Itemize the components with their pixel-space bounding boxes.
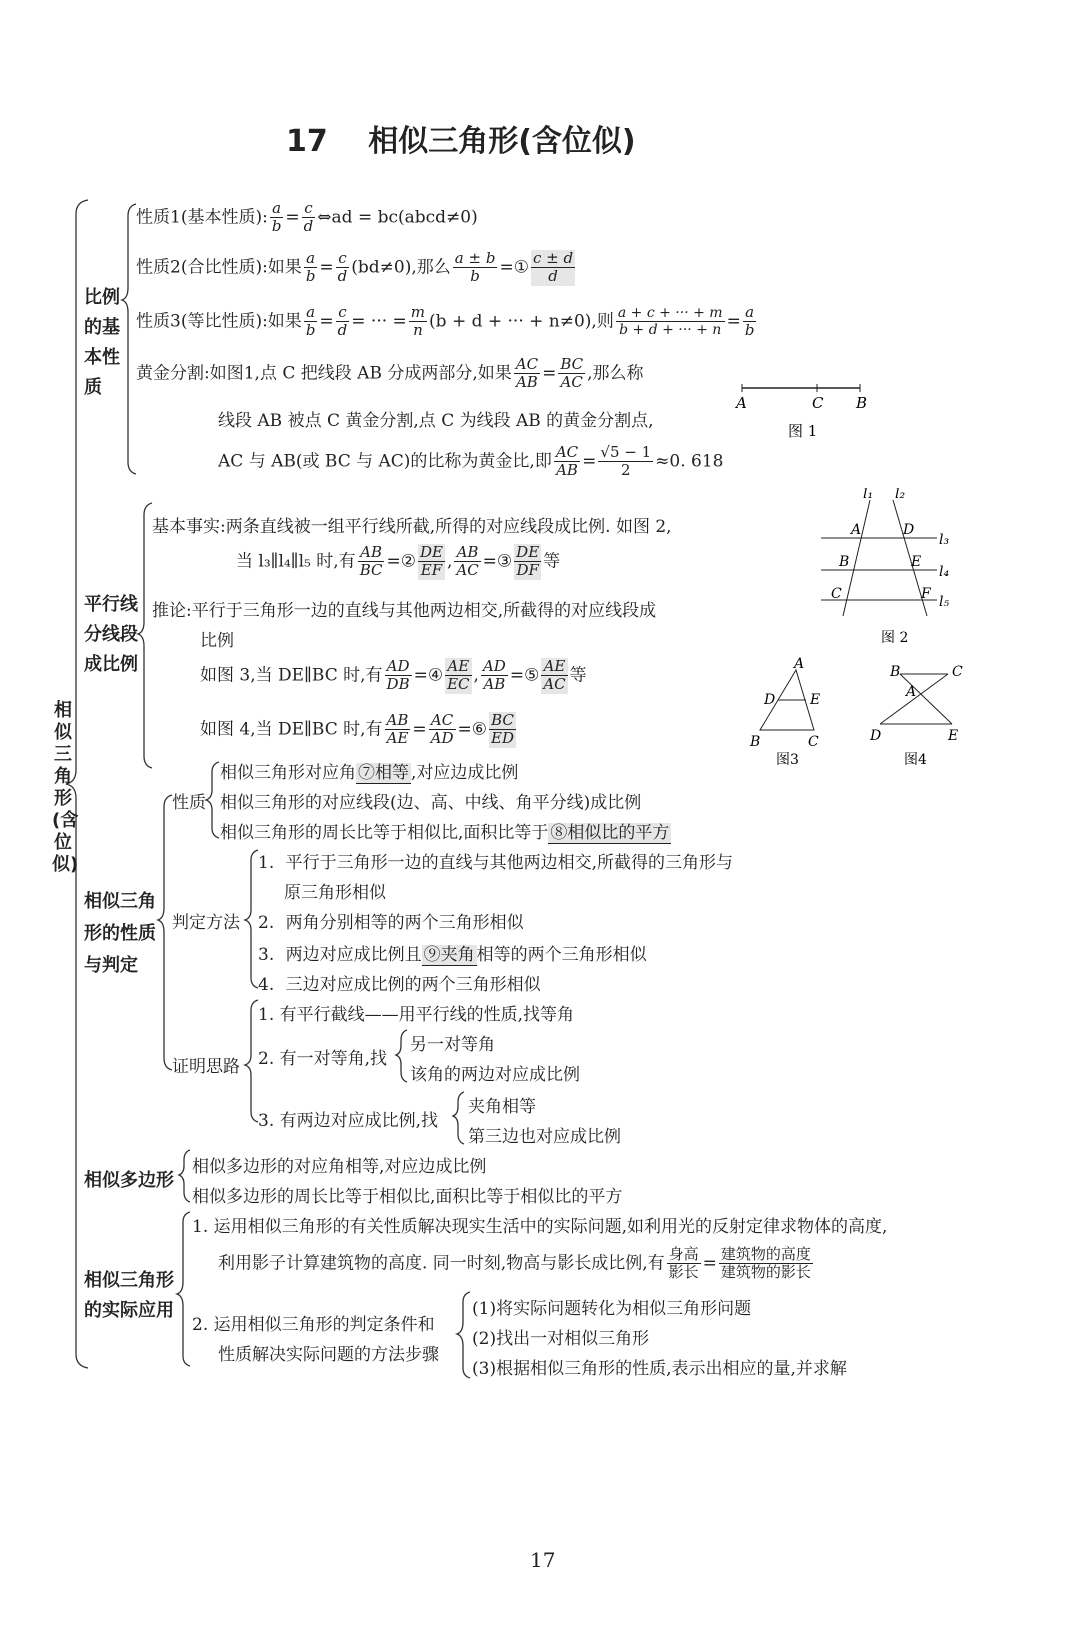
application-2a: 2. 运用相似三角形的判定条件和 <box>192 1315 435 1335</box>
prop-label: 性质 <box>172 793 206 813</box>
polygon-item: 相似多边形的周长比等于相似比,面积比等于相似比的平方 <box>192 1187 623 1207</box>
judge-item: 1. 平行于三角形一边的直线与其他两边相交,所截得的三角形与 <box>258 853 734 873</box>
fig1-label-a: A <box>736 394 747 412</box>
svg-text:B: B <box>890 664 901 680</box>
svg-text:l₂: l₂ <box>895 488 906 502</box>
chapter-number: 17 <box>286 124 328 159</box>
answer-1: ① <box>513 257 529 278</box>
proof-sub: 另一对等角 <box>410 1035 495 1055</box>
step-item: (1)将实际问题转化为相似三角形问题 <box>472 1299 752 1319</box>
proof-label: 证明思路 <box>172 1057 240 1077</box>
svg-text:A: A <box>906 684 917 700</box>
polygon-item: 相似多边形的对应角相等,对应边成比例 <box>192 1157 487 1177</box>
root-label: 相似三角形(含位似) <box>52 700 79 875</box>
figure-3 <box>748 656 838 766</box>
figure-1 <box>732 380 872 450</box>
prop-item: 相似三角形的周长比等于相似比,面积比等于 ⑧相似比的平方 <box>220 823 670 843</box>
fig1-label-b: B <box>856 394 868 412</box>
svg-text:图 2: 图 2 <box>881 630 909 646</box>
answer-9: ⑨夹角 <box>423 945 475 965</box>
judge-item: 2. 两角分别相等的两个三角形相似 <box>258 913 524 933</box>
svg-text:A: A <box>851 522 862 538</box>
sec1-label-line: 的基 <box>84 317 120 338</box>
figure3-formula: 如图 3,当 DE∥BC 时,有 $\frac{AD}{DB}$ =④ $\frac{AE}{EC}$ , $\frac{AD}{AB}$ =⑤ $\frac{AE}{AC}$ 等 <box>200 657 587 694</box>
svg-text:l₅: l₅ <box>939 594 950 610</box>
svg-text:B: B <box>750 734 761 750</box>
sec1-label-line: 质 <box>84 377 102 398</box>
fig1-caption: 图 1 <box>788 422 818 440</box>
svg-text:C: C <box>831 586 842 602</box>
judge-item: 3. 两边对应成比例且 ⑨夹角 相等的两个三角形相似 <box>258 945 647 965</box>
application-2b: 性质解决实际问题的方法步骤 <box>218 1345 439 1365</box>
proof-item: 3. 有两边对应成比例,找 <box>258 1111 439 1131</box>
svg-text:F: F <box>921 586 931 602</box>
answer-1-value: $\frac{c \pm d}{d}$ <box>532 249 574 286</box>
sec1-label-line: 本性 <box>84 347 120 368</box>
sec1-label-line: 比例 <box>84 287 120 308</box>
application-1b: 利用影子计算建筑物的高度. 同一时刻,物高与影长成比例,有 $\frac{\text{身高}}{\text{影长}}$ = $\frac{\text{建筑物的高度}}{\text{建筑物的影长}}$ <box>218 1245 811 1282</box>
svg-text:图4: 图4 <box>904 752 927 766</box>
svg-text:D: D <box>764 692 776 708</box>
proof-item: 2. 有一对等角,找 <box>258 1049 388 1069</box>
svg-text:D: D <box>870 728 882 744</box>
chapter-title: 相似三角形(含位似) <box>368 124 636 159</box>
property-1: 性质1(基本性质): $\frac{a}{b}$ = $\frac{c}{d}$ ⇔ad = bc(abcd≠0) <box>136 199 478 236</box>
corollary: 推论:平行于三角形一边的直线与其他两边相交,所截得的对应线段成 <box>152 601 657 621</box>
golden-1: 黄金分割:如图1,点 C 把线段 AB 分成两部分,如果 $\frac{AC}{AB}$ = $\frac{BC}{AC}$ ,那么称 <box>136 355 644 392</box>
property-2: 性质2(合比性质):如果 $\frac{a}{b}$ = $\frac{c}{d}$ (bd≠0),那么 $\frac{a \pm b}{b}$ =① $\frac{c \pm d}{d}$ <box>136 249 574 286</box>
figure-4 <box>866 656 966 766</box>
corollary-2: 比例 <box>200 631 234 651</box>
judge-label: 判定方法 <box>172 913 240 933</box>
svg-text:E: E <box>948 728 959 744</box>
prop-item: 相似三角形的对应线段(边、高、中线、角平分线)成比例 <box>220 793 642 813</box>
proof-item: 1. 有平行截线——用平行线的性质,找等角 <box>258 1005 575 1025</box>
svg-text:E: E <box>810 692 821 708</box>
svg-text:图3: 图3 <box>776 752 799 766</box>
svg-text:B: B <box>839 554 850 570</box>
figure4-formula: 如图 4,当 DE∥BC 时,有 $\frac{AB}{AE}$ = $\frac{AC}{AD}$ =⑥ $\frac{BC}{ED}$ <box>200 711 514 748</box>
proof-sub: 夹角相等 <box>468 1097 536 1117</box>
judge-item: 原三角形相似 <box>284 883 386 903</box>
golden-3: AC 与 AB(或 BC 与 AC)的比称为黄金比,即 $\frac{AC}{AB}$ = $\frac{√5 - 1}{2}$ ≈0. 618 <box>218 443 724 480</box>
judge-item: 4. 三边对应成比例的两个三角形相似 <box>258 975 541 995</box>
svg-text:l₄: l₄ <box>939 564 950 580</box>
sec5-label: 相似三角形 的实际应用 <box>84 1270 174 1321</box>
sec4-label: 相似多边形 <box>84 1170 174 1191</box>
svg-text:A: A <box>794 656 805 672</box>
svg-text:D: D <box>903 522 915 538</box>
basic-fact: 基本事实:两条直线被一组平行线所截,所得的对应线段成比例. 如图 2, <box>152 517 672 537</box>
golden-2: 线段 AB 被点 C 黄金分割,点 C 为线段 AB 的黄金分割点, <box>218 411 654 431</box>
proof-sub: 该角的两边对应成比例 <box>410 1065 580 1085</box>
page-number: 17 <box>530 1548 556 1572</box>
step-item: (2)找出一对相似三角形 <box>472 1329 650 1349</box>
step-item: (3)根据相似三角形的性质,表示出相应的量,并求解 <box>472 1359 847 1379</box>
application-1a: 1. 运用相似三角形的有关性质解决现实生活中的实际问题,如利用光的反射定律求物体的高度, <box>192 1217 888 1237</box>
prop-item: 相似三角形对应角 ⑦相等 ,对应边成比例 <box>220 763 519 783</box>
svg-text:l₁: l₁ <box>863 488 874 502</box>
fig1-label-c: C <box>812 394 824 412</box>
sec1-label <box>84 283 120 403</box>
figure-2 <box>815 488 965 648</box>
svg-text:C: C <box>808 734 819 750</box>
svg-text:E: E <box>911 554 922 570</box>
basic-fact-formula: 当 l₃∥l₄∥l₅ 时,有 $\frac{AB}{BC}$ =② $\frac{DE}{EF}$ , $\frac{AB}{AC}$ =③ $\frac{DE}{DF}$ 等 <box>236 543 561 580</box>
answer-7: ⑦相等 <box>358 763 409 783</box>
proof-sub: 第三边也对应成比例 <box>468 1127 621 1147</box>
svg-text:C: C <box>952 664 963 680</box>
property-3: 性质3(等比性质):如果 $\frac{a}{b}$ = $\frac{c}{d}$ = ··· = $\frac{m}{n}$ (b + d + ··· + n≠0),则 $\frac{a + c + \cdot\cdot\cdot + m}{b + d + \cdot\cdot\cdot + n}$ = $\frac{a}{b}$ <box>136 303 755 340</box>
sec2-label: 平行线 分线段 成比例 <box>84 594 138 675</box>
answer-8: ⑧相似比的平方 <box>550 823 670 843</box>
svg-text:l₃: l₃ <box>939 532 950 548</box>
sec3-label: 相似三角 形的性质 与判定 <box>84 891 156 976</box>
